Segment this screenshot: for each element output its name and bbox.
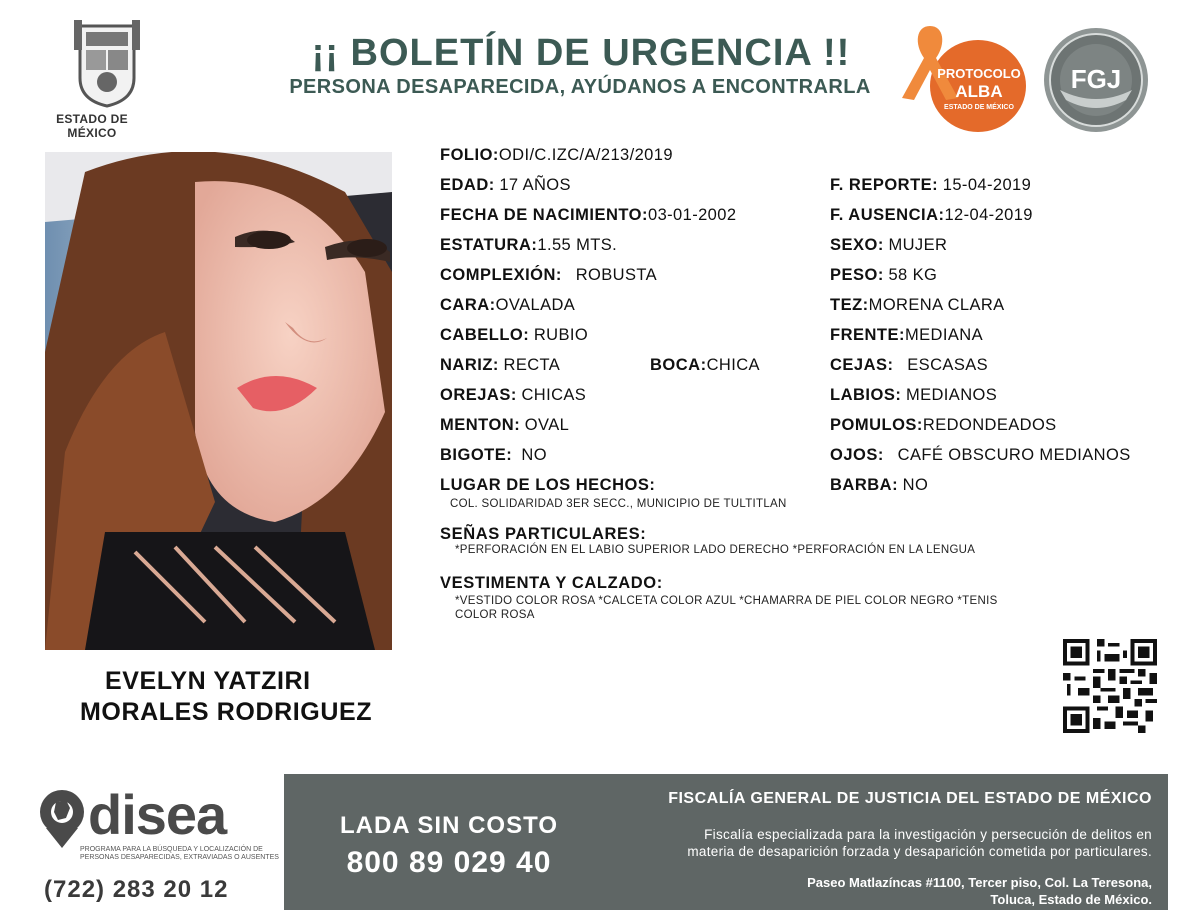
field-tez [830,295,1005,315]
field-value: ROBUSTA [575,266,658,284]
field-label: CARA: [440,296,496,314]
field-pomulos [830,415,1057,435]
field-cabello [440,325,588,345]
contact-panel [284,774,1168,910]
field-label: CABELLO: [440,326,530,344]
qr-code-icon [1063,639,1157,733]
odisea-logo [30,780,280,910]
lugar-value: COL. SOLIDARIDAD 3ER SECC., MUNICIPIO DE TULTITLAN [450,498,787,510]
odisea-location-icon [36,788,88,848]
odisea-wordmark: disea [88,783,227,846]
first-names: EVELYN YATZIRI [105,667,311,695]
alba-line-2: ALBA [955,82,1003,101]
state-label: ESTADO DE MÉXICO [56,112,128,140]
missing-person-name [60,666,420,728]
field-label: LUGAR DE LOS HECHOS: [440,476,656,494]
field-value: 15-04-2019 [942,176,1032,194]
vestimenta-heading: VESTIMENTA Y CALZADO: [440,574,663,592]
address-line-2: Toluca, Estado de México. [990,892,1152,907]
field-estatura [440,235,617,255]
toll-free-label: LADA SIN COSTO [339,812,558,839]
bulletin-title: ¡¡ BOLETÍN DE URGENCIA !! [311,32,851,74]
field-value: MORENA CLARA [868,296,1005,314]
field-value: 58 KG [888,266,938,284]
field-label: F. AUSENCIA: [830,206,945,224]
field-label: EDAD: [440,176,495,194]
surnames: MORALES RODRIGUEZ [80,698,373,726]
missing-person-photo [45,152,392,650]
field-label: MENTON: [440,416,521,434]
field-value: 17 AÑOS [499,176,571,194]
odisea-subtitle: PROGRAMA PARA LA BÚSQUEDA Y LOCALIZACIÓN DE PERSONAS DESAPARECIDAS, EXTRAVIADAS O AUSENTES [80,846,279,861]
field-peso [830,265,937,285]
field-label: NARIZ: [440,356,499,374]
field-value: ODI/C.IZC/A/213/2019 [498,146,673,164]
field-lugar-hechos [440,475,655,495]
field-value: OVAL [524,416,570,434]
toll-free-number: 800 89 029 40 [346,846,552,879]
fiscalia-desc-line-2: materia de desaparición forzada y desaparición cometida por particulares. [687,844,1152,859]
field-value: MEDIANOS [905,386,998,404]
field-value: MUJER [888,236,948,254]
vestimenta-line-2: COLOR ROSA [455,609,535,621]
field-edad [440,175,571,195]
field-label: OJOS: [830,446,884,464]
field-barba [830,475,928,495]
field-label: PESO: [830,266,884,284]
vestimenta-line-1: *VESTIDO COLOR ROSA *CALCETA COLOR AZUL *CHAMARRA DE PIEL COLOR NEGRO *TENIS [455,595,998,607]
field-value: RECTA [503,356,561,374]
field-complexion [440,265,657,285]
address-line-1: Paseo Matlazíncas #1100, Tercer piso, Col. La Teresona, [807,875,1152,890]
fiscalia-desc-line-1: Fiscalía especializada para la investigación y persecución de delitos en [704,827,1152,842]
field-label: ESTATURA: [440,236,538,254]
field-value: CHICAS [521,386,587,404]
field-value: 1.55 MTS. [537,236,618,254]
field-label: BARBA: [830,476,899,494]
field-folio [440,145,673,165]
field-value: RUBIO [533,326,589,344]
fiscalia-address [604,874,1152,908]
alba-line-1: PROTOCOLO [937,66,1021,81]
field-orejas [440,385,586,405]
field-label: COMPLEXIÓN: [440,266,562,284]
fiscalia-title: FISCALÍA GENERAL DE JUSTICIA DEL ESTADO DE MÉXICO [668,790,1152,807]
field-label: FOLIO: [440,146,499,164]
field-cejas [830,355,988,375]
odisea-phone: (722) 283 20 12 [44,876,229,903]
field-value: CAFÉ OBSCURO MEDIANOS [897,446,1131,464]
fgj-label: FGJ [1070,64,1122,94]
field-sexo [830,235,947,255]
field-label: LABIOS: [830,386,902,404]
senas-heading: SEÑAS PARTICULARES: [440,525,647,543]
field-label: F. REPORTE: [830,176,939,194]
field-label: TEZ: [830,296,869,314]
field-f-reporte [830,175,1031,195]
field-value: 03-01-2002 [648,206,737,224]
field-value: 12-04-2019 [944,206,1033,224]
field-label: FECHA DE NACIMIENTO: [440,206,648,224]
field-cara [440,295,575,315]
field-frente [830,325,983,345]
field-labios [830,385,997,405]
fgj-seal-icon [1040,26,1152,134]
alba-line-3: ESTADO DE MÉXICO [944,104,1014,111]
field-label: OREJAS: [440,386,517,404]
field-label: BOCA: [650,356,707,374]
field-nariz [440,355,560,375]
field-bigote [440,445,547,465]
fiscalia-description [604,826,1152,860]
field-menton [440,415,569,435]
field-value: NO [521,446,547,464]
field-label: SEXO: [830,236,884,254]
protocolo-alba-logo [900,22,1030,134]
field-value: REDONDEADOS [922,416,1057,434]
field-label: POMULOS: [830,416,923,434]
senas-value: *PERFORACIÓN EN EL LABIO SUPERIOR LADO DERECHO *PERFORACIÓN EN LA LENGUA [455,544,976,556]
field-value: MEDIANA [905,326,983,344]
field-boca [650,355,760,375]
field-ojos [830,445,1131,465]
estado-de-mexico-logo [30,18,154,140]
field-label: FRENTE: [830,326,905,344]
field-label: CEJAS: [830,356,894,374]
field-label: BIGOTE: [440,446,513,464]
bulletin-subtitle: PERSONA DESAPARECIDA, AYÚDANOS A ENCONTRARLA [289,76,871,98]
state-coat-of-arms-icon [70,18,144,108]
field-value: ESCASAS [907,356,989,374]
field-value: OVALADA [495,296,576,314]
field-fecha-nacimiento [440,205,736,225]
field-value: NO [902,476,929,494]
field-value: CHICA [706,356,760,374]
field-f-ausencia [830,205,1033,225]
